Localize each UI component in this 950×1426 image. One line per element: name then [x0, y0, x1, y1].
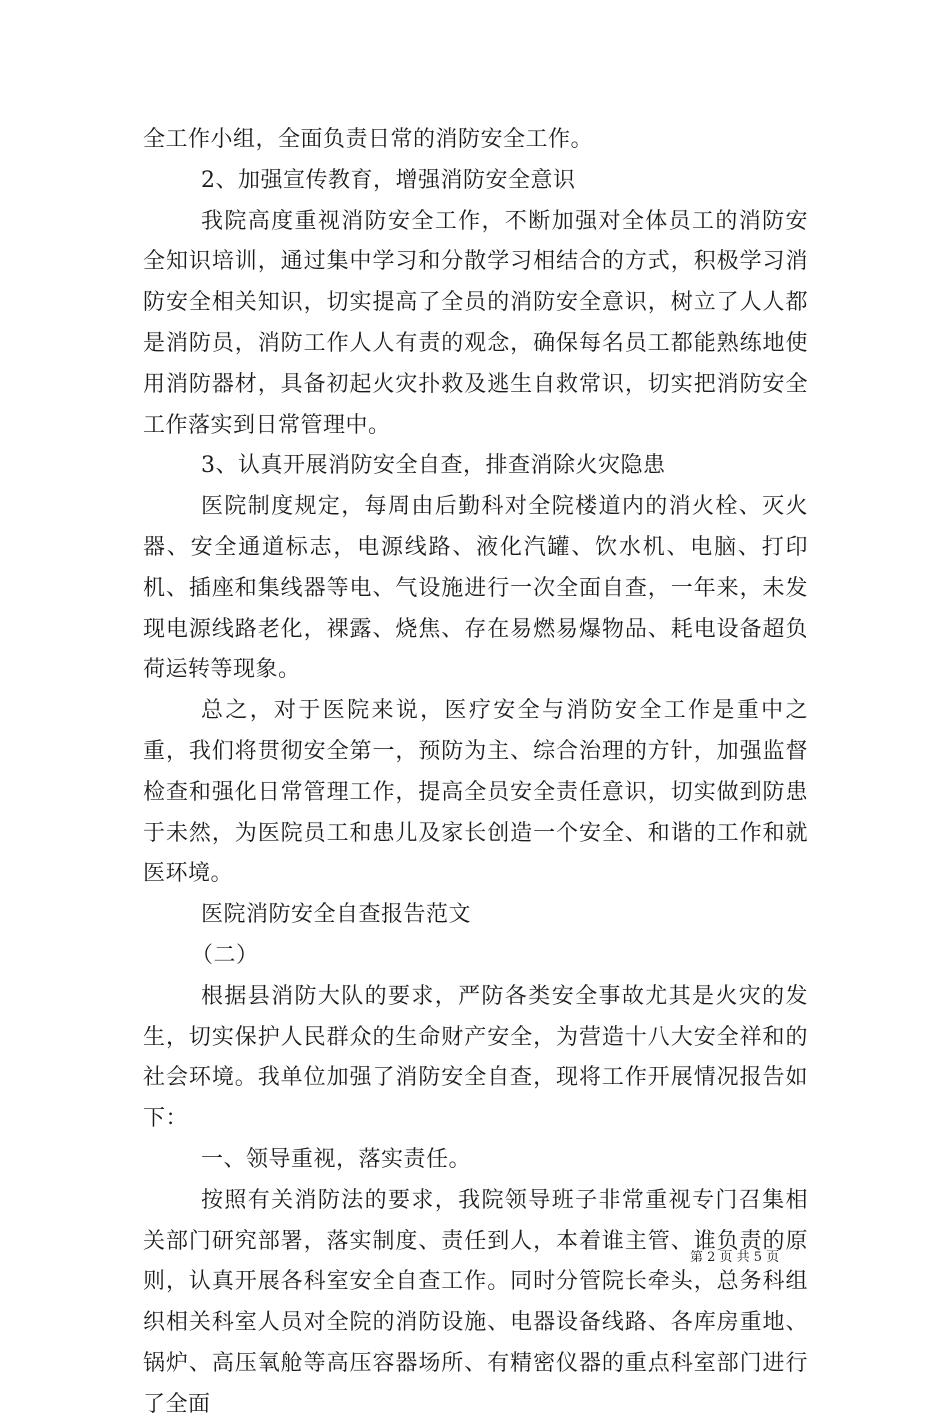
report-title: 医院消防安全自查报告范文 [201, 902, 472, 928]
page-number: 第 2 页 共 5 页 [690, 1250, 780, 1265]
section-heading-2: 2、加强宣传教育，增强消防安全意识 [201, 167, 576, 193]
paragraph-3: 医院制度规定，每周由后勤科对全院楼道内的消火栓、灭火器、安全通道标志，电源线路、液化汽罐、饮水机、电脑、打印机、插座和集线器等电、气设施进行一次全面自查，一年来，未发现电源线路老化，裸露、烧焦、存在易燃易爆物品、耗电设备超负荷运转等现象。 [143, 494, 808, 683]
paragraph-intro: 根据县消防大队的要求，严防各类安全事故尤其是火灾的发生，切实保护人民群众的生命财产安全，为营造十八大安全祥和的社会环境。我单位加强了消防安全自查，现将工作开展情况报告如下： [143, 983, 808, 1132]
paragraph-conclusion: 总之，对于医院来说，医疗安全与消防安全工作是重中之重，我们将贯彻安全第一，预防为主、综合治理的方针，加强监督检查和强化日常管理工作，提高全员安全责任意识，切实做到防患于未然，为医院员工和患儿及家长创造一个安全、和谐的工作和就医环境。 [143, 698, 808, 887]
paragraph-4: 按照有关消防法的要求，我院领导班子非常重视专门召集相关部门研究部署，落实制度、责任到人，本着谁主管、谁负责的原则，认真开展各科室安全自查工作。同时分管院长牵头，总务科组织相关科室人员对全院的消防设施、电器设备线路、各库房重地、锅炉、高压氧舱等高压容器场所、有精密仪器的重点科室部门进行了全面 [143, 1187, 808, 1417]
section-heading-one: 一、领导重视，落实责任。 [201, 1146, 472, 1172]
report-subtitle: （二） [191, 942, 259, 968]
paragraph-1: 全工作小组，全面负责日常的消防安全工作。 [143, 127, 594, 152]
document-body [143, 120, 808, 1426]
section-heading-3: 3、认真开展消防安全自查，排查消除火灾隐患 [201, 453, 666, 479]
paragraph-2: 我院高度重视消防安全工作，不断加强对全体员工的消防安全知识培训，通过集中学习和分散学习相结合的方式，积极学习消防安全相关知识，切实提高了全员的消防安全意识，树立了人人都是消防员，消防工作人人有责的观念，确保每名员工都能熟练地使用消防器材，具备初起火灾扑救及逃生自救常识，切实把消防安全工作落实到日常管理中。 [143, 208, 808, 438]
